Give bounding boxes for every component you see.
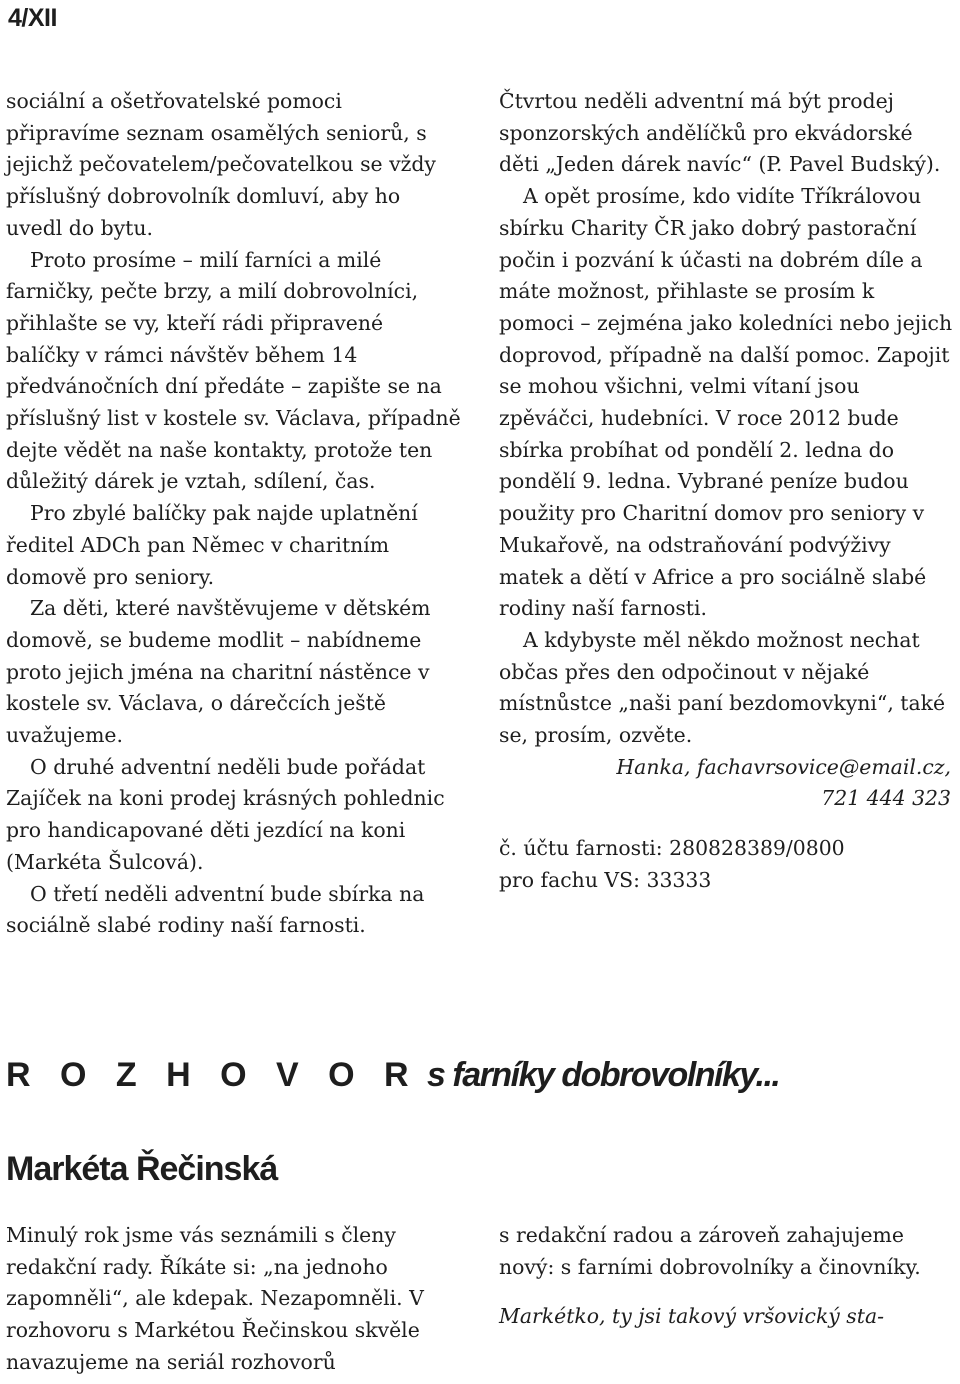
paragraph: Pro zbylé balíčky pak najde uplatnění ředitel ADCh pan Němec v charitním domově pro seniory.	[6, 501, 418, 589]
paragraph: Za děti, které navštěvujeme v dětském domově, se budeme modlit – nabídneme proto jejich jména na charitní nástěnce v kostele sv. Václava, o dárečcích ještě uvažujeme.	[6, 596, 431, 748]
spacer	[499, 1283, 955, 1301]
interview-right-column	[499, 1220, 955, 1333]
account-number: č. účtu farnosti: 280828389/0800	[499, 836, 845, 861]
interview-intro: Minulý rok jsme vás seznámili s členy redakční rady. Říkáte si: „na jednoho zapomněli“, ale kdepak. Nezapomněli. V rozhovoru s Markétou Řečinskou skvěle navazujeme na seriál rozhovorů	[6, 1223, 424, 1374]
interview-question: Markétko, ty jsi takový vršovický sta-	[499, 1304, 885, 1329]
paragraph: A kdybyste měl někdo možnost nechat občas přes den odpočinout v nějaké místnůstce „naši paní bezdomovkyni“, také se, prosím, ozvěte.	[499, 627, 946, 748]
spacer	[499, 815, 955, 833]
variable-symbol: pro fachu VS: 33333	[499, 867, 712, 892]
paragraph: O třetí neděli adventní bude sbírka na sociálně slabé rodiny naší farnosti.	[6, 881, 425, 938]
paragraph: Čtvrtou neděli adventní má být prodej sponzorských andělíčků pro ekvádorské děti „Jeden dárek navíc“ (P. Pavel Budský).	[499, 89, 941, 177]
section-heading-subtitle: s farníky dobrovolníky...	[427, 1056, 780, 1094]
right-column	[499, 86, 955, 897]
paragraph: A opět prosíme, kdo vidíte Tříkrálovou sbírku Charity ČR jako dobrý pastorační počin i pozvání k účasti na dobrém díle a máte možnost, přihlaste se prosím k pomoci – zejména jako koledníci nebo jejich doprovod, případně na další pomoc. Zapojit se mohou všichni, velmi vítaní jsou zpěváčci, hudebníci. V roce 2012 bude sbírka probíhat od pondělí 2. ledna do pondělí 9. ledna. Vybrané peníze budou použity pro Charitní domov pro seniory v Mukařově, na odstraňování podvýživy matek a dětí v Africe a pro sociálně slabé rodiny naší farnosti.	[499, 184, 953, 621]
paragraph: Proto prosíme – milí farníci a milé farničky, pečte brzy, a milí dobrovolníci, přihlašte se vy, kteří rádi připravené balíčky v rámci návštěv během 14 předvánočních dní předáte – zapište se na příslušný list v kostele sv. Václava, případně dejte vědět na naše kontakty, protože ten důležitý dárek je vztah, sdílení, čas.	[6, 247, 461, 494]
signature-name-email: Hanka, fachavrsovice@email.cz,	[616, 754, 951, 779]
page-number: 4/XII	[8, 4, 57, 32]
left-column	[6, 86, 462, 942]
section-heading	[6, 1056, 779, 1095]
interview-intro-continued: s redakční radou a zároveň zahajujeme nový: s farními dobrovolníky a činovníky.	[499, 1223, 921, 1279]
interview-left-column	[6, 1220, 462, 1379]
signature-phone: 721 444 323	[821, 786, 951, 811]
paragraph: sociální a ošetřovatelské pomoci připravíme seznam osamělých seniorů, s jejichž pečovatelem/pečovatelkou se vždy příslušný dobrovolník domluví, aby ho uvedl do bytu.	[6, 89, 436, 240]
paragraph: O druhé adventní neděli bude pořádat Zajíček na koni prodej krásných pohlednic pro handicapované děti jezdící na koni (Markéta Šulcová).	[6, 754, 445, 874]
interviewee-name: Markéta Řečinská	[6, 1150, 278, 1188]
section-heading-title: R O Z H O V O R	[6, 1056, 419, 1094]
